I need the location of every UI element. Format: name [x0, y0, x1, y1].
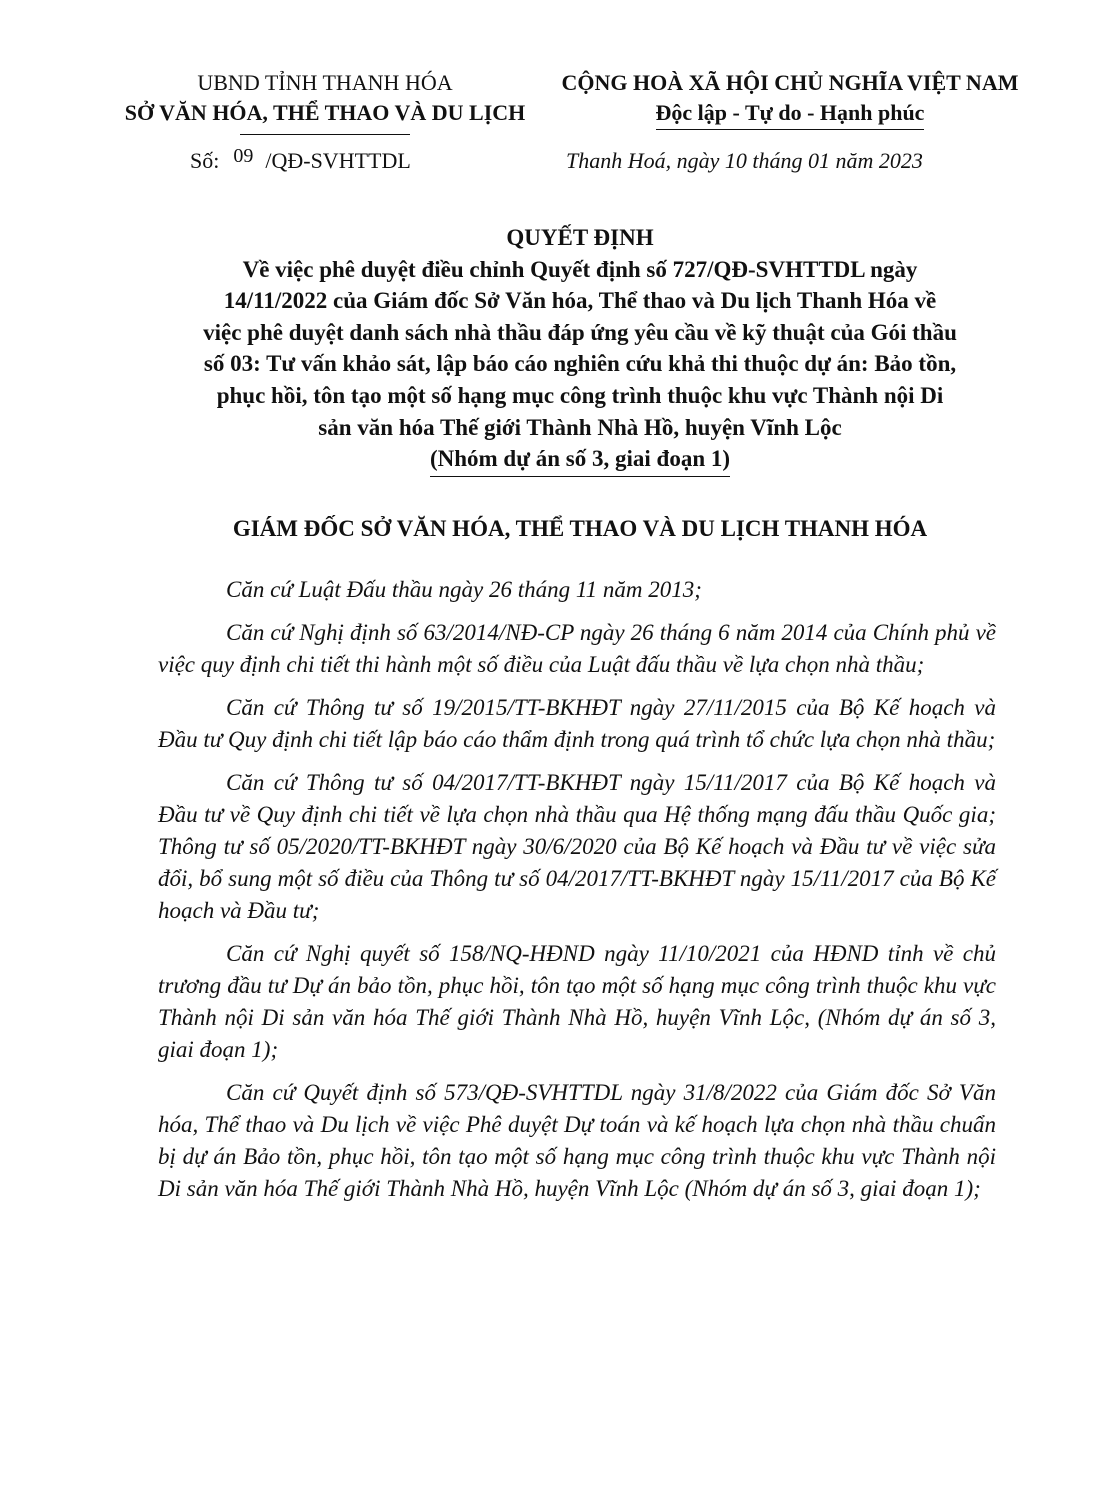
place-date: Thanh Hoá, ngày 10 tháng 01 năm 2023: [566, 148, 923, 173]
agency-divider: [240, 134, 410, 135]
basis-paragraph: Căn cứ Thông tư số 19/2015/TT-BKHĐT ngày 27/11/2015 của Bộ Kế hoạch và Đầu tư Quy định chi tiết lập báo cáo thẩm định trong quá trình tổ chức lựa chọn nhà thầu;: [158, 695, 996, 752]
basis-paragraph: Căn cứ Nghị quyết số 158/NQ-HĐND ngày 11/10/2021 của HĐND tỉnh về chủ trương đầu tư Dự án bảo tồn, phục hồi, tôn tạo một số hạng mục công trình thuộc khu vực Thành nội Di sản văn hóa Thế giới Thành Nhà Hồ, huyện Vĩnh Lộc, (Nhóm dự án số 3, giai đoạn 1);: [158, 941, 996, 1062]
subject-line: số 03: Tư vấn khảo sát, lập báo cáo nghiên cứu khả thi thuộc dự án: Bảo tồn,: [203, 351, 957, 377]
doc-type: QUYẾT ĐỊNH: [506, 225, 654, 250]
legal-basis-section: [158, 574, 996, 1216]
ref-number: 09: [233, 145, 254, 167]
basis-paragraph: Căn cứ Luật Đấu thầu ngày 26 tháng 11 năm 2013;: [226, 577, 702, 602]
nation-title: CỘNG HOÀ XÃ HỘI CHỦ NGHĨA VIỆT NAM: [561, 70, 1019, 95]
subject-line: Về việc phê duyệt điều chỉnh Quyết định số 727/QĐ-SVHTTDL ngày: [242, 256, 918, 282]
ref-prefix: Số:: [190, 148, 220, 173]
authority-heading: GIÁM ĐỐC SỞ VĂN HÓA, THỂ THAO VÀ DU LỊCH THANH HÓA: [232, 516, 928, 541]
document-number: [190, 145, 411, 174]
motto: Độc lập - Tự do - Hạnh phúc: [656, 98, 925, 130]
national-header-block: [540, 68, 1040, 130]
issuing-agency-block: [110, 68, 540, 135]
subject-line: phục hồi, tôn tạo một số hạng mục công trình thuộc khu vực Thành nội Di: [216, 382, 944, 408]
basis-paragraph: Căn cứ Nghị định số 63/2014/NĐ-CP ngày 26 tháng 6 năm 2014 của Chính phủ về việc quy định chi tiết thi hành một số điều của Luật đấu thầu về lựa chọn nhà thầu;: [158, 620, 996, 677]
subject-line: 14/11/2022 của Giám đốc Sở Văn hóa, Thể thao và Du lịch Thanh Hóa về: [223, 288, 937, 314]
title-block: [150, 222, 1010, 477]
agency-name: SỞ VĂN HÓA, THỂ THAO VÀ DU LỊCH: [124, 100, 526, 125]
agency-parent: UBND TỈNH THANH HÓA: [197, 70, 453, 95]
basis-paragraph: Căn cứ Quyết định số 573/QĐ-SVHTTDL ngày 31/8/2022 của Giám đốc Sở Văn hóa, Thể thao và Du lịch về việc Phê duyệt Dự toán và kế hoạch lựa chọn nhà thầu chuẩn bị dự án Bảo tồn, phục hồi, tôn tạo một số hạng mục công trình thuộc khu vực Thành nội Di sản văn hóa Thế giới Thành Nhà Hồ, huyện Vĩnh Lộc (Nhóm dự án số 3, giai đoạn 1);: [158, 1080, 996, 1201]
subject-line: sản văn hóa Thế giới Thành Nhà Hồ, huyện Vĩnh Lộc: [318, 414, 842, 440]
subject-line: việc phê duyệt danh sách nhà thầu đáp ứng yêu cầu về kỹ thuật của Gói thầu: [203, 319, 957, 345]
basis-paragraph: Căn cứ Thông tư số 04/2017/TT-BKHĐT ngày 15/11/2017 của Bộ Kế hoạch và Đầu tư về Quy định chi tiết về lựa chọn nhà thầu qua Hệ thống mạng đấu thầu Quốc gia; Thông tư số 05/2020/TT-BKHĐT ngày 30/6/2020 của Bộ Kế hoạch và Đầu tư về việc sửa đổi, bổ sung một số điều của Thông tư số 04/2017/TT-BKHĐT ngày 15/11/2017 của Bộ Kế hoạch và Đầu tư;: [158, 770, 996, 923]
group-note: (Nhóm dự án số 3, giai đoạn 1): [430, 443, 730, 477]
ref-suffix: /QĐ-SVHTTDL: [265, 148, 411, 173]
